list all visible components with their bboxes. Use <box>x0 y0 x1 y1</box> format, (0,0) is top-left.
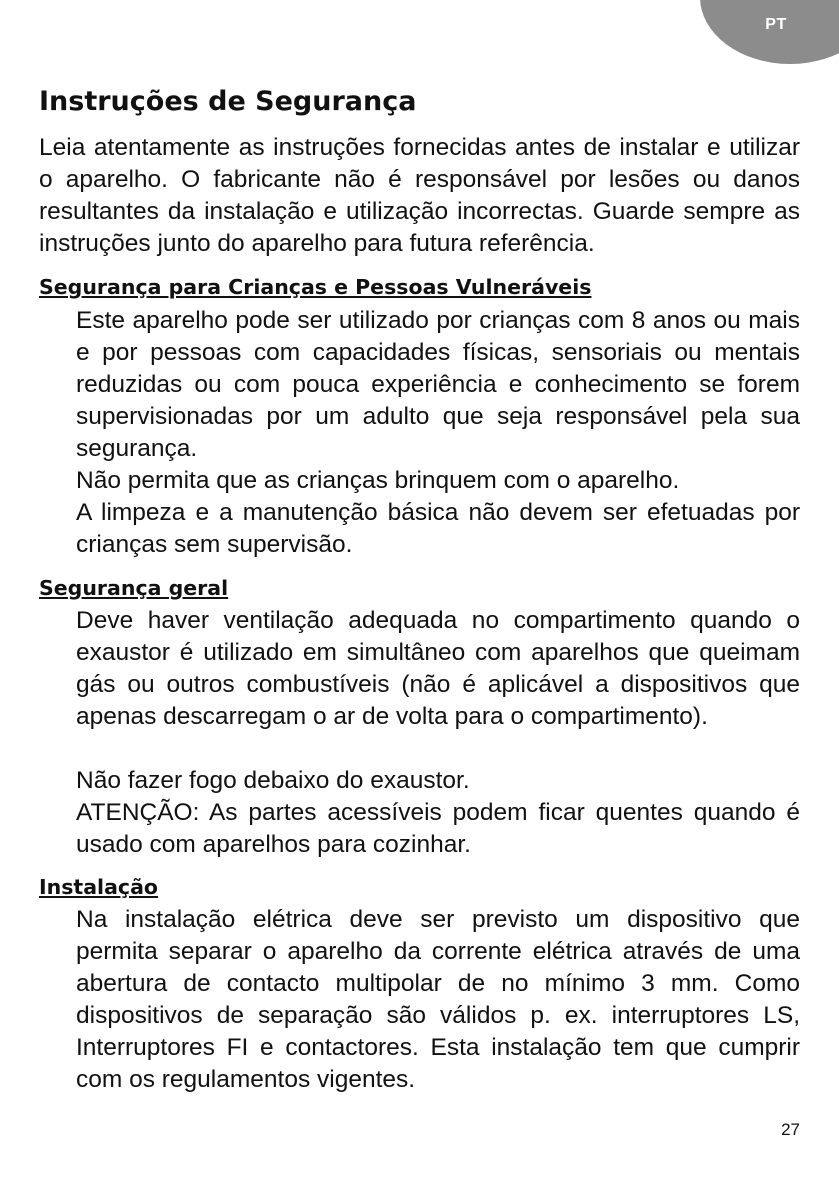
page-number: 27 <box>781 1120 800 1139</box>
paragraph-children-play: Não permita que as crianças brinquem com o aparelho. <box>76 467 680 494</box>
paragraph-installation: Na instalação elétrica deve ser previsto um dispositivo que permita separar o aparelho da corrente elétrica através de uma abertura de contacto multipolar de no mínimo 3 mm. Como dispositivos de separação são válidos p. ex. interruptores LS, Interruptores FI e contactores. Esta instalação tem que cumprir com os regulamentos vigentes. <box>76 906 800 1093</box>
section-heading-installation: Instalação <box>39 875 158 899</box>
paragraph-ventilation: Deve haver ventilação adequada no compartimento quando o exaustor é utilizado em simultâneo com aparelhos que queimam gás ou outros combustíveis (não é aplicável a dispositivos que apenas descarregam o ar de volta para o compartimento). <box>76 607 800 730</box>
section-heading-general-safety: Segurança geral <box>39 576 229 600</box>
language-label: PT <box>765 16 787 33</box>
intro-paragraph: Leia atentamente as instruções fornecidas antes de instalar e utilizar o aparelho. O fabricante não é responsável por lesões ou danos resultantes da instalação e utilização incorrectas. Guarde sempre as instruções junto do aparelho para futura referência. <box>39 134 800 257</box>
paragraph-no-fire: Não fazer fogo debaixo do exaustor. <box>76 767 470 794</box>
page-title: Instruções de Segurança <box>39 86 417 117</box>
section-heading-children-safety: Segurança para Crianças e Pessoas Vulneráveis <box>39 275 592 299</box>
paragraph-children-cleaning: A limpeza e a manutenção básica não devem ser efetuadas por crianças sem supervisão. <box>76 499 800 558</box>
paragraph-warning-hot: ATENÇÃO: As partes acessíveis podem ficar quentes quando é usado com aparelhos para cozinhar. <box>76 799 800 858</box>
paragraph-children-supervision: Este aparelho pode ser utilizado por crianças com 8 anos ou mais e por pessoas com capacidades físicas, sensoriais ou mentais reduzidas ou com pouca experiência e conhecimento se forem supervisionadas por um adulto que seja responsável pela sua segurança. <box>76 307 800 462</box>
